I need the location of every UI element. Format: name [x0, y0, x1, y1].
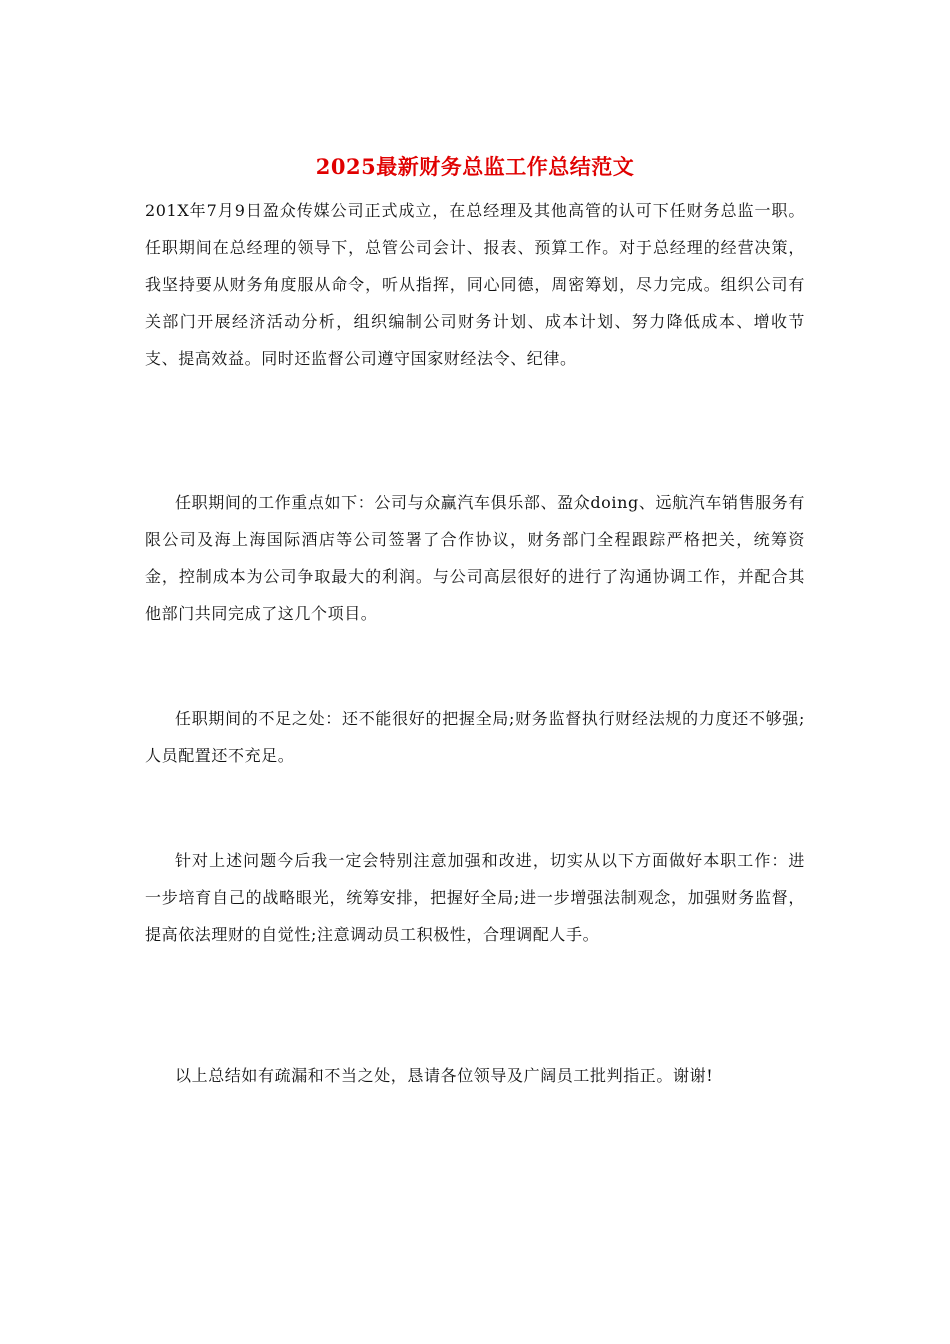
paragraph-intro: 201X年7月9日盈众传媒公司正式成立，在总经理及其他高管的认可下任财务总监一职。任职期间在总经理的领导下，总管公司会计、报表、预算工作。对于总经理的经营决策，我坚持要从财务角度服从命令，听从指挥，同心同德，周密筹划，尽力完成。组织公司有关部门开展经济活动分析，组织编制公司财务计划、成本计划、努力降低成本、增收节支、提高效益。同时还监督公司遵守国家财经法令、纪律。 — [145, 201, 805, 368]
paragraph-improvements: 针对上述问题今后我一定会特别注意加强和改进，切实从以下方面做好本职工作：进一步培育自己的战略眼光，统筹安排，把握好全局;进一步增强法制观念，加强财务监督，提高依法理财的自觉性;注意调动员工积极性，合理调配人手。 — [145, 851, 805, 944]
paragraph-work-focus: 任职期间的工作重点如下：公司与众赢汽车俱乐部、盈众doing、远航汽车销售服务有限公司及海上海国际酒店等公司签署了合作协议，财务部门全程跟踪严格把关，统筹资金，控制成本为公司争取最大的利润。与公司高层很好的进行了沟通协调工作，并配合其他部门共同完成了这几个项目。 — [145, 493, 805, 623]
paragraph-closing: 以上总结如有疏漏和不当之处，恳请各位领导及广阔员工批判指正。谢谢! — [175, 1066, 714, 1085]
paragraph-shortcomings: 任职期间的不足之处：还不能很好的把握全局;财务监督执行财经法规的力度还不够强;人员配置还不充足。 — [145, 709, 805, 765]
document-title: 2025最新财务总监工作总结范文 — [315, 154, 635, 179]
